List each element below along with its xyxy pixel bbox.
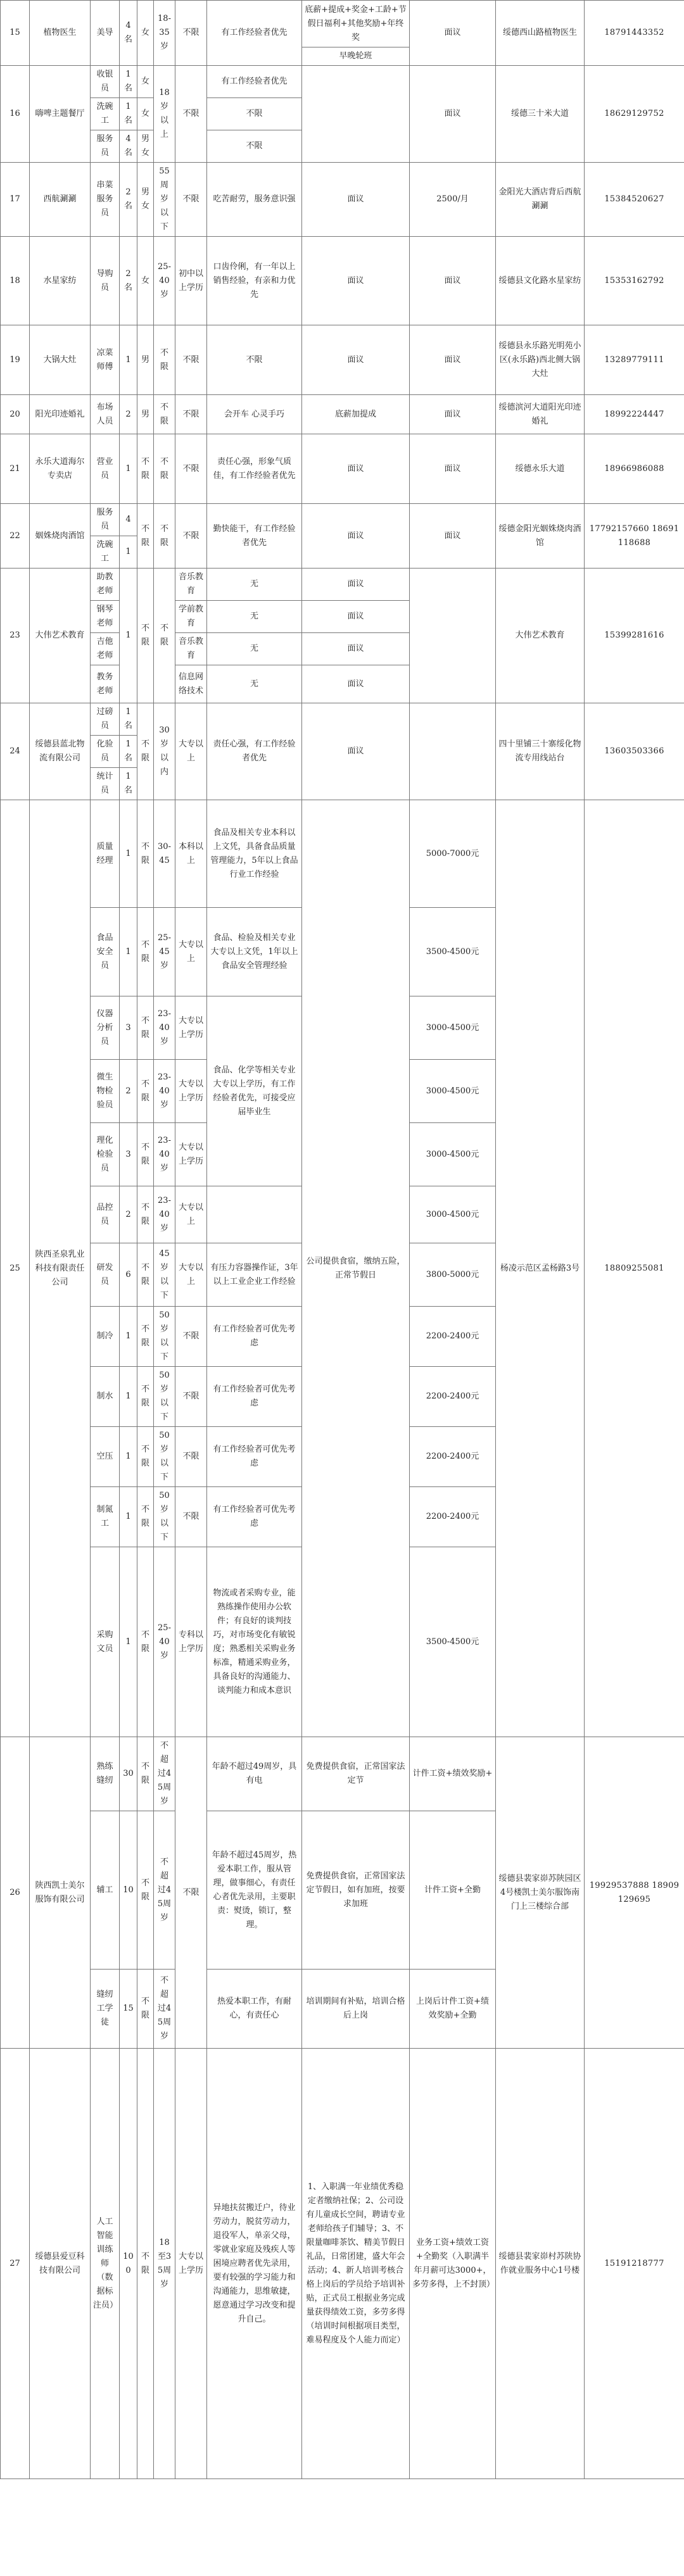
age: 18-35岁 <box>154 1 175 66</box>
requirement: 有工作经验者可优先考虑 <box>207 1427 302 1487</box>
salary: 2200-2400元 <box>410 1307 496 1367</box>
row-number: 22 <box>1 504 30 569</box>
company-name: 永乐大道海尔专卖店 <box>30 434 91 504</box>
education: 大专以上 <box>175 1243 207 1307</box>
education: 不限 <box>175 1307 207 1367</box>
headcount: 4名 <box>120 130 137 163</box>
position: 营业员 <box>91 434 120 504</box>
gender: 不限 <box>137 1123 154 1186</box>
table-row <box>1 1737 684 1811</box>
age: 50岁以下 <box>154 1427 175 1487</box>
headcount: 2名 <box>120 163 137 237</box>
requirement: 有压力容器操作证，3年以上工业企业工作经验 <box>207 1243 302 1307</box>
company-name: 绥德县蓝北物流有限公司 <box>30 703 91 800</box>
position: 凉菜师傅 <box>91 325 120 395</box>
education: 初中以上学历 <box>175 237 207 325</box>
position: 质量经理 <box>91 800 120 908</box>
requirement: 责任心强，形象气质佳，有工作经验者优先 <box>207 434 302 504</box>
table-row <box>1 2049 684 2479</box>
row-number: 25 <box>1 800 30 1737</box>
gender: 不限 <box>137 2049 154 2479</box>
company-name: 陕西圣泉乳业科技有限责任公司 <box>30 800 91 1737</box>
company-name: 西航涮涮 <box>30 163 91 237</box>
row-number: 20 <box>1 395 30 434</box>
benefit-shift: 早晚轮班 <box>302 47 410 66</box>
age: 23-40岁 <box>154 1060 175 1123</box>
benefit: 面议 <box>302 237 410 325</box>
benefit: 底薪+提成+奖金+工龄+节假日福利+其他奖励+年终奖 <box>302 1 410 47</box>
phone: 13289779111 <box>585 325 684 395</box>
requirement: 食品、检验及相关专业大专以上文凭，1年以上食品安全管理经验 <box>207 908 302 996</box>
phone: 19929537888 18909129695 <box>585 1737 684 2049</box>
headcount: 1 <box>120 536 137 569</box>
requirement: 有工作经验者优先 <box>207 66 302 98</box>
phone: 18966986088 <box>585 434 684 504</box>
salary: 面议 <box>410 434 496 504</box>
education: 不限 <box>175 325 207 395</box>
position: 仪器分析员 <box>91 996 120 1060</box>
salary: 计件工资+绩效奖励+ <box>410 1737 496 1811</box>
salary: 3000-4500元 <box>410 1123 496 1186</box>
headcount: 3 <box>120 996 137 1060</box>
position: 过磅员 <box>91 703 120 736</box>
company-name: 水星家纺 <box>30 237 91 325</box>
position: 制水 <box>91 1367 120 1427</box>
education: 本科以上 <box>175 800 207 908</box>
position: 美导 <box>91 1 120 66</box>
requirement: 有工作经验者可优先考虑 <box>207 1367 302 1427</box>
age: 不限 <box>154 395 175 434</box>
address: 大伟艺术教育 <box>496 569 585 703</box>
gender: 不限 <box>137 1427 154 1487</box>
headcount: 1 <box>120 1307 137 1367</box>
gender: 不限 <box>137 1970 154 2049</box>
company-name: 嗨啤主题餐厅 <box>30 66 91 163</box>
benefit: 面议 <box>302 163 410 237</box>
table-row <box>1 504 684 536</box>
benefit: 底薪加提成 <box>302 395 410 434</box>
education: 不限 <box>175 504 207 569</box>
company-name: 大锅大灶 <box>30 325 91 395</box>
education: 信息网络技术 <box>175 665 207 703</box>
benefit: 面议 <box>302 434 410 504</box>
headcount: 1 <box>120 434 137 504</box>
age: 50岁以下 <box>154 1487 175 1547</box>
age: 45岁以下 <box>154 1243 175 1307</box>
requirement: 不限 <box>207 98 302 130</box>
education: 大专以上学历 <box>175 996 207 1060</box>
salary: 3000-4500元 <box>410 1060 496 1123</box>
requirement: 有工作经验者优先 <box>207 1 302 66</box>
position: 洗碗工 <box>91 536 120 569</box>
table-row <box>1 237 684 325</box>
headcount: 1名 <box>120 768 137 800</box>
gender: 女 <box>137 237 154 325</box>
row-number: 18 <box>1 237 30 325</box>
gender: 不限 <box>137 569 154 703</box>
requirement: 异地扶贫搬迁户，待业劳动力，脱贫劳动力，退役军人，单亲父母，零就业家庭及残疾人等困境应聘者优先录用，要有较强的学习能力和沟通能力，思维敏捷，愿意通过学习改变和提升自己。 <box>207 2049 302 2479</box>
gender: 男女 <box>137 130 154 163</box>
education: 不限 <box>175 66 207 163</box>
education: 音乐教育 <box>175 633 207 665</box>
row-number: 15 <box>1 1 30 66</box>
position: 导购员 <box>91 237 120 325</box>
gender: 不限 <box>137 504 154 569</box>
gender: 女 <box>137 66 154 98</box>
education: 专科以上学历 <box>175 1547 207 1737</box>
headcount: 1名 <box>120 703 137 736</box>
phone: 18809255081 <box>585 800 684 1737</box>
salary: 3500-4500元 <box>410 1547 496 1737</box>
age: 不限 <box>154 569 175 703</box>
address: 绥德金阳光姻姝烧肉酒馆 <box>496 504 585 569</box>
headcount: 1 <box>120 1427 137 1487</box>
salary: 面议 <box>410 66 496 163</box>
age: 23-40岁 <box>154 996 175 1060</box>
position: 缝纫工学徒 <box>91 1970 120 2049</box>
position: 收银员 <box>91 66 120 98</box>
requirement: 口齿伶俐，有一年以上销售经验，有亲和力优先 <box>207 237 302 325</box>
salary: 面议 <box>410 395 496 434</box>
position: 化验员 <box>91 736 120 768</box>
position: 统计员 <box>91 768 120 800</box>
requirement: 年龄不超过45周岁，热爱本职工作，服从管理，做事细心，有责任心者优先录用，主要职责：熨烫，锁订，整理。 <box>207 1811 302 1970</box>
company-name: 阳光印迹婚礼 <box>30 395 91 434</box>
salary: 3800-5000元 <box>410 1243 496 1307</box>
row-number: 21 <box>1 434 30 504</box>
table-row <box>1 66 684 98</box>
phone: 15191218777 <box>585 2049 684 2479</box>
benefit: 面议 <box>302 601 410 633</box>
gender: 不限 <box>137 434 154 504</box>
education: 不限 <box>175 1487 207 1547</box>
gender: 不限 <box>137 1367 154 1427</box>
headcount: 4名 <box>120 1 137 66</box>
age: 30岁以内 <box>154 703 175 800</box>
requirement <box>207 1186 302 1243</box>
salary: 2500/月 <box>410 163 496 237</box>
headcount: 1 <box>120 800 137 908</box>
headcount: 2 <box>120 395 137 434</box>
gender: 男 <box>137 395 154 434</box>
gender: 男 <box>137 325 154 395</box>
benefit: 面议 <box>302 325 410 395</box>
phone: 15399281616 <box>585 569 684 703</box>
gender: 男女 <box>137 163 154 237</box>
requirement: 物流或者采购专业，能熟练操作使用办公软件；有良好的谈判技巧，对市场变化有敏锐度；熟悉相关采购业务标准，精通采购业务，具备良好的沟通能力、谈判能力和成本意识 <box>207 1547 302 1737</box>
gender: 女 <box>137 1 154 66</box>
company-name: 陕西凯士美尔服饰有限公司 <box>30 1737 91 2049</box>
benefit: 面议 <box>302 703 410 800</box>
headcount: 1 <box>120 1367 137 1427</box>
headcount: 1名 <box>120 98 137 130</box>
phone: 15353162792 <box>585 237 684 325</box>
gender: 不限 <box>137 1307 154 1367</box>
position: 人工智能训练师（数据标注员） <box>91 2049 120 2479</box>
benefit: 面议 <box>302 504 410 569</box>
gender: 不限 <box>137 1487 154 1547</box>
row-number: 26 <box>1 1737 30 2049</box>
age: 50岁以下 <box>154 1307 175 1367</box>
salary: 上岗后计件工资+绩效奖励+全勤 <box>410 1970 496 2049</box>
requirement: 有工作经验者可优先考虑 <box>207 1307 302 1367</box>
requirement: 无 <box>207 633 302 665</box>
address: 绥德永乐大道 <box>496 434 585 504</box>
headcount: 2 <box>120 1060 137 1123</box>
education: 大专以上 <box>175 908 207 996</box>
requirement: 责任心强，有工作经验者优先 <box>207 703 302 800</box>
benefit: 免费提供食宿，正常国家法定节假日，如有加班，按要求加班 <box>302 1811 410 1970</box>
position: 教务老师 <box>91 665 120 703</box>
phone: 18791443352 <box>585 1 684 66</box>
headcount: 15 <box>120 1970 137 2049</box>
requirement: 会开车 心灵手巧 <box>207 395 302 434</box>
position: 辅工 <box>91 1811 120 1970</box>
company-name: 大伟艺术教育 <box>30 569 91 703</box>
gender: 不限 <box>137 1737 154 1811</box>
headcount: 10 <box>120 1811 137 1970</box>
headcount: 2 <box>120 1186 137 1243</box>
position: 制氮工 <box>91 1487 120 1547</box>
benefit: 面议 <box>302 633 410 665</box>
address: 绥德县裴家峁村苏陕协作就业服务中心1号楼 <box>496 2049 585 2479</box>
education: 不限 <box>175 1737 207 2049</box>
address: 绥德县永乐路光明苑小区(永乐路)西北侧大锅大灶 <box>496 325 585 395</box>
salary: 5000-7000元 <box>410 800 496 908</box>
benefit: 免费提供食宿，正常国家法定节 <box>302 1737 410 1811</box>
salary <box>410 703 496 800</box>
benefit: 公司提供食宿，缴纳五险，正常节假日 <box>302 800 410 1737</box>
salary: 2200-2400元 <box>410 1367 496 1427</box>
company-name: 植物医生 <box>30 1 91 66</box>
table-row <box>1 1 684 47</box>
education: 不限 <box>175 1 207 66</box>
headcount: 3 <box>120 1123 137 1186</box>
salary <box>410 569 496 703</box>
gender: 不限 <box>137 703 154 800</box>
phone: 13603503366 <box>585 703 684 800</box>
age: 25-40岁 <box>154 1547 175 1737</box>
gender: 不限 <box>137 1060 154 1123</box>
requirement: 有工作经验者可优先考虑 <box>207 1487 302 1547</box>
phone: 18629129752 <box>585 66 684 163</box>
position: 制冷 <box>91 1307 120 1367</box>
phone: 18992224447 <box>585 395 684 434</box>
benefit: 培训期间有补贴，培训合格后上岗 <box>302 1970 410 2049</box>
headcount: 2名 <box>120 237 137 325</box>
address: 绥德滨河大道阳光印迹婚礼 <box>496 395 585 434</box>
phone: 17792157660 18691118688 <box>585 504 684 569</box>
headcount: 1 <box>120 325 137 395</box>
row-number: 17 <box>1 163 30 237</box>
table-row <box>1 163 684 237</box>
gender: 不限 <box>137 1243 154 1307</box>
requirement: 食品及相关专业本科以上文凭，具备食品质量管理能力，5年以上食品行业工作经验 <box>207 800 302 908</box>
education: 大专以上学历 <box>175 1060 207 1123</box>
row-number: 19 <box>1 325 30 395</box>
headcount: 1名 <box>120 736 137 768</box>
row-number: 23 <box>1 569 30 703</box>
age: 不超过45周岁 <box>154 1737 175 1811</box>
position: 采购文员 <box>91 1547 120 1737</box>
table-row <box>1 325 684 395</box>
address: 绥德三十米大道 <box>496 66 585 163</box>
requirement: 不限 <box>207 325 302 395</box>
position: 熟练缝纫 <box>91 1737 120 1811</box>
gender: 不限 <box>137 996 154 1060</box>
benefit: 1、入职满一年业绩优秀稳定者缴纳社保；2、公司设有儿童成长空间，聘请专业老师给孩子们辅导；3、不限量咖啡茶饮、精美节假日礼品，日常团建，盛大年会活动；4、新人培训考核合格上岗后的学员给予培训补贴，正式员工根据业务完成量获得绩效工资，多劳多得（培训时间根据项目类型，难易程度及个人能力而定） <box>302 2049 410 2479</box>
headcount: 100 <box>120 2049 137 2479</box>
address: 绥德西山路植物医生 <box>496 1 585 66</box>
gender: 不限 <box>137 908 154 996</box>
address: 绥德县文化路水星家纺 <box>496 237 585 325</box>
requirement: 无 <box>207 665 302 703</box>
age: 25-45岁 <box>154 908 175 996</box>
gender: 不限 <box>137 1547 154 1737</box>
age: 不超过45周岁 <box>154 1811 175 1970</box>
age: 不超过45周岁 <box>154 1970 175 2049</box>
row-number: 16 <box>1 66 30 163</box>
position: 空压 <box>91 1427 120 1487</box>
education: 大专以上学历 <box>175 1123 207 1186</box>
position: 品控员 <box>91 1186 120 1243</box>
age: 23-40岁 <box>154 1186 175 1243</box>
requirement: 年龄不超过49周岁，具有电 <box>207 1737 302 1811</box>
position: 食品安全员 <box>91 908 120 996</box>
salary: 2200-2400元 <box>410 1487 496 1547</box>
age: 不限 <box>154 434 175 504</box>
table-row <box>1 569 684 601</box>
age: 不限 <box>154 325 175 395</box>
gender: 不限 <box>137 1811 154 1970</box>
position: 布场人员 <box>91 395 120 434</box>
salary: 面议 <box>410 1 496 66</box>
row-number: 27 <box>1 2049 30 2479</box>
age: 18岁以上 <box>154 66 175 163</box>
age: 18至35周岁 <box>154 2049 175 2479</box>
table-row <box>1 800 684 908</box>
salary: 2200-2400元 <box>410 1427 496 1487</box>
requirement: 无 <box>207 601 302 633</box>
age: 23-40岁 <box>154 1123 175 1186</box>
age: 25-40岁 <box>154 237 175 325</box>
age: 不限 <box>154 504 175 569</box>
education: 不限 <box>175 1367 207 1427</box>
age: 50岁以下 <box>154 1367 175 1427</box>
education: 不限 <box>175 163 207 237</box>
address: 四十里铺三十寨绥化物流专用线站台 <box>496 703 585 800</box>
requirement: 无 <box>207 569 302 601</box>
headcount: 1 <box>120 1487 137 1547</box>
education: 学前教育 <box>175 601 207 633</box>
company-name: 姻姝烧肉酒馆 <box>30 504 91 569</box>
position: 研发员 <box>91 1243 120 1307</box>
gender: 不限 <box>137 1186 154 1243</box>
position: 助教老师 <box>91 569 120 601</box>
education: 不限 <box>175 1427 207 1487</box>
position: 串菜服务员 <box>91 163 120 237</box>
gender: 不限 <box>137 800 154 908</box>
requirement: 热爱本职工作，有耐心，有责任心 <box>207 1970 302 2049</box>
gender: 女 <box>137 98 154 130</box>
address: 杨凌示范区孟杨路3号 <box>496 800 585 1737</box>
address: 金阳光大酒店背后西航涮涮 <box>496 163 585 237</box>
row-number: 24 <box>1 703 30 800</box>
position: 吉他老师 <box>91 633 120 665</box>
requirement: 吃苦耐劳，服务意识强 <box>207 163 302 237</box>
education: 大专以上 <box>175 1186 207 1243</box>
age: 55周岁以下 <box>154 163 175 237</box>
education: 音乐教育 <box>175 569 207 601</box>
education: 不限 <box>175 434 207 504</box>
position: 服务员 <box>91 130 120 163</box>
salary: 3500-4500元 <box>410 908 496 996</box>
age: 30-45 <box>154 800 175 908</box>
headcount: 1 <box>120 1547 137 1737</box>
salary: 面议 <box>410 237 496 325</box>
salary: 面议 <box>410 504 496 569</box>
table-row <box>1 703 684 736</box>
headcount: 1名 <box>120 66 137 98</box>
headcount: 1 <box>120 908 137 996</box>
requirement: 勤快能干，有工作经验者优先 <box>207 504 302 569</box>
headcount: 4 <box>120 504 137 536</box>
company-name: 绥德县爱豆科技有限公司 <box>30 2049 91 2479</box>
headcount: 6 <box>120 1243 137 1307</box>
position: 钢琴老师 <box>91 601 120 633</box>
requirement: 食品、化学等相关专业大专以上学历，有工作经验者优先，可接受应届毕业生 <box>207 996 302 1186</box>
position: 服务员 <box>91 504 120 536</box>
position: 微生物检验员 <box>91 1060 120 1123</box>
table-row <box>1 434 684 504</box>
address: 绥德县裴家峁苏陕园区4号楼凯士美尔服饰南门上三楼综合部 <box>496 1737 585 2049</box>
education: 大专以上学历 <box>175 2049 207 2479</box>
salary: 计件工资+全勤 <box>410 1811 496 1970</box>
salary: 3000-4500元 <box>410 996 496 1060</box>
benefit: 面议 <box>302 569 410 601</box>
education: 大专以上 <box>175 703 207 800</box>
requirement: 不限 <box>207 130 302 163</box>
position: 理化检验员 <box>91 1123 120 1186</box>
table-row <box>1 395 684 434</box>
benefit <box>302 66 410 163</box>
salary: 面议 <box>410 325 496 395</box>
salary: 业务工资+绩效工资+全勤奖（入职满半年月薪可达3000+，多劳多得，上不封顶） <box>410 2049 496 2479</box>
headcount: 1 <box>120 569 137 703</box>
salary: 3000-4500元 <box>410 1186 496 1243</box>
headcount: 30 <box>120 1737 137 1811</box>
phone: 15384520627 <box>585 163 684 237</box>
education: 不限 <box>175 395 207 434</box>
position: 洗碗工 <box>91 98 120 130</box>
benefit: 面议 <box>302 665 410 703</box>
